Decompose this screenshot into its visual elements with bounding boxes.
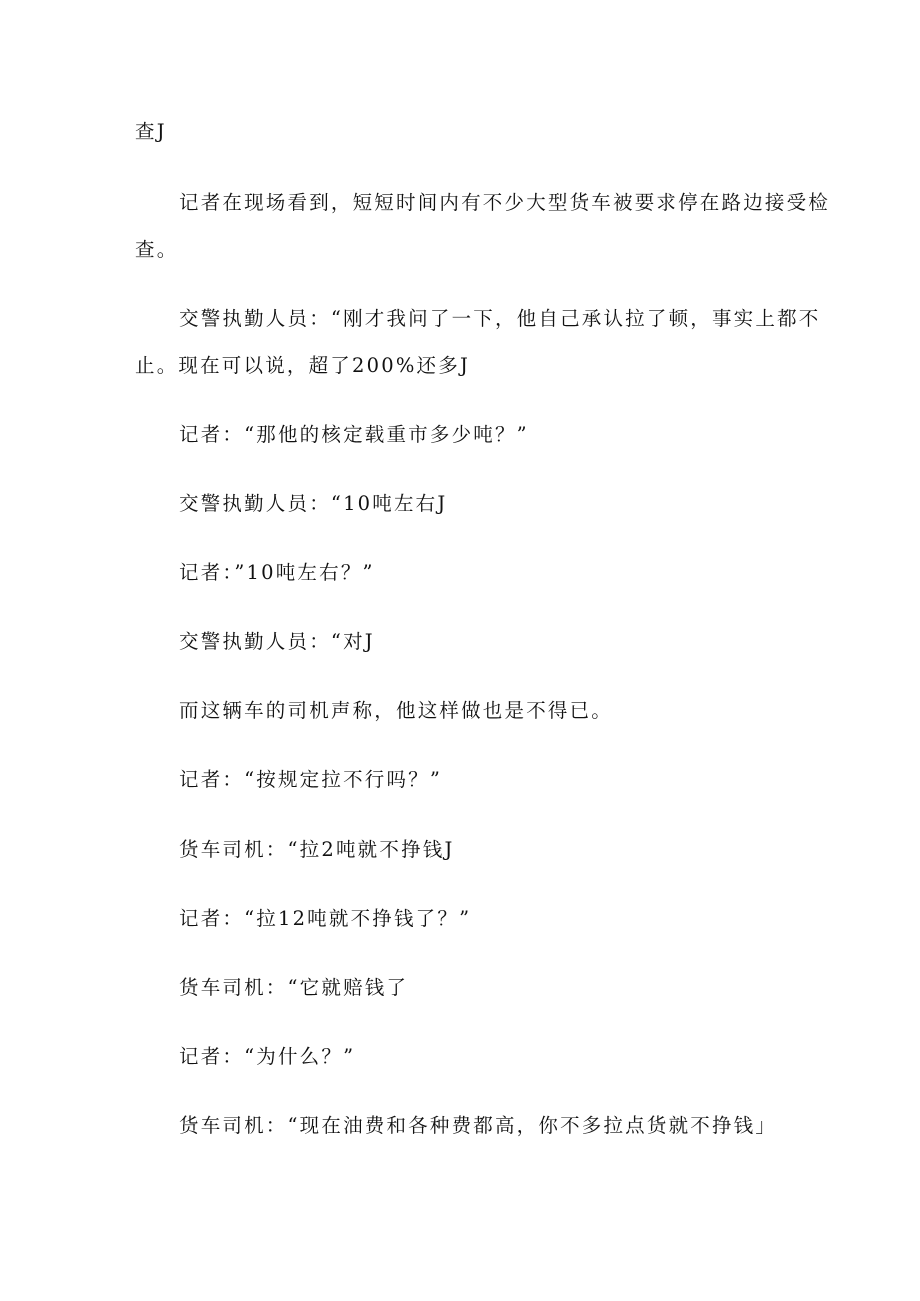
paragraph-line: 查。: [135, 238, 179, 261]
dialogue-line: 记者：“为什么？”: [179, 1045, 356, 1068]
paragraph-line: 交警执勤人员：“刚才我问了一下，他自己承认拉了顿，事实上都不: [179, 307, 821, 330]
dialogue-line: 记者：“拉12吨就不挣钱了？”: [179, 907, 472, 930]
paragraph-line: 止。现在可以说，超了200%还多J: [135, 354, 470, 377]
paragraph-line: 而这辆车的司机声称，他这样做也是不得已。: [179, 699, 614, 722]
dialogue-line: 货车司机：“拉2吨就不挣钱J: [179, 838, 455, 861]
dialogue-line: 记者：“那他的核定载重市多少吨？”: [179, 423, 529, 446]
dialogue-line: 货车司机：“现在油费和各种费都高，你不多拉点货就不挣钱｣: [179, 1114, 768, 1137]
dialogue-line: 货车司机：“它就赔钱了: [179, 976, 409, 999]
dialogue-line: 交警执勤人员：“10吨左右J: [179, 492, 448, 515]
paragraph-line: 记者在现场看到，短短时间内有不少大型货车被要求停在路边接受检: [179, 191, 831, 214]
dialogue-line: 记者：“按规定拉不行吗？”: [179, 768, 443, 791]
dialogue-line: 记者：”10吨左右？”: [179, 561, 375, 584]
text-line: 查J: [135, 120, 167, 143]
dialogue-line: 交警执勤人员：“对J: [179, 630, 375, 653]
